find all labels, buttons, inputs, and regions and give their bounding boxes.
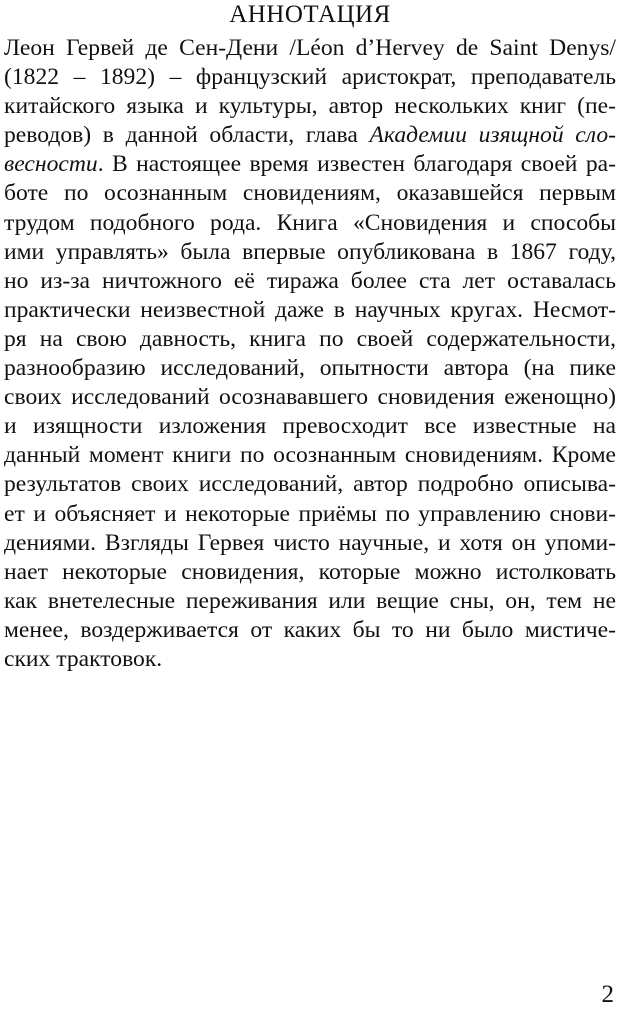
text-line: Леон Гервей де Сен-Дени /Léon d’Hervey de Saint Denys/ [4,35,616,61]
text-line: но из-за ничтожного её тиража более ста лет оставалась [4,267,616,294]
text-line: результатов своих исследований, автор подробно описыва- [4,471,616,498]
text-line-last: ских трактовок. [4,645,163,672]
text-line: трудом подобного рода. Книга «Сновидения и способы [4,209,616,236]
text-line: своих исследований осознававшего сновидения еженощно) [4,384,616,411]
text-line: ря на свою давность, книга по своей содержательности, [4,325,616,352]
text-line: практически неизвестной даже в научных кругах. Несмот- [4,296,616,323]
text-line: менее, воздерживается от каких бы то ни было мистиче- [4,616,616,643]
italic-academy-name-cont: весности [4,151,98,178]
text-line: нает некоторые сновидения, которые можно истолковать [4,558,616,585]
text-line: как внетелесные переживания или вещие сны, он, тем не [4,587,616,614]
text-line: дениями. Взгляды Гервея чисто научные, и хотя он упоми- [4,529,616,556]
page-title: АННОТАЦИЯ [229,1,391,28]
text-line: боте по осознанным сновидениям, оказавшейся первым [4,180,616,207]
italic-academy-name: Академии изящной сло- [369,122,616,149]
text-line: весности. В настоящее время известен благодаря своей ра- [4,151,616,178]
text-line: данный момент книги по осознанным сновидениям. Кроме [4,442,616,469]
text-line: ими управлять» была впервые опубликована в 1867 году, [4,238,616,265]
text-line: реводов) в данной области, глава Академии изящной сло- [4,122,616,149]
text-line: ет и объясняет и некоторые приёмы по управлению снови- [4,500,616,527]
text-line: разнообразию исследований, опытности автора (на пике [4,355,616,382]
abstract-text [4,34,616,674]
text-line: китайского языка и культуры, автор нескольких книг (пе- [4,93,616,120]
page-number: 2 [601,981,614,1008]
text-line: (1822 – 1892) – французский аристократ, преподаватель [4,64,616,91]
text-line: и изящности изложения превосходит все известные на [4,413,616,440]
